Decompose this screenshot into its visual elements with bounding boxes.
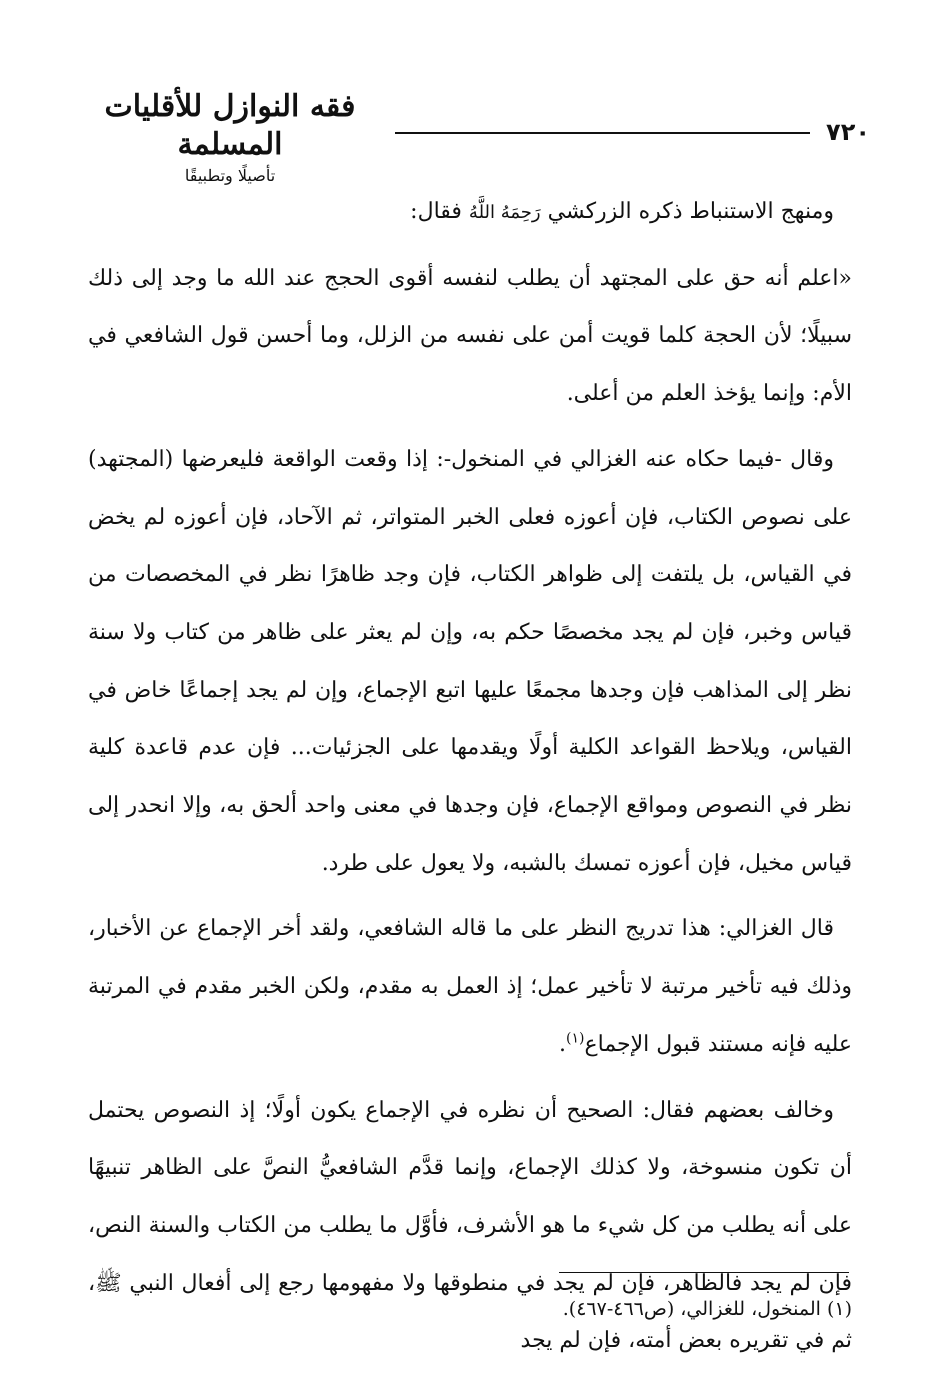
paragraph-2: «اعلم أنه حق على المجتهد أن يطلب لنفسه أقوى الحجج عند الله ما وجد إلى ذلك سبيلًا؛ لأن الحجة كلما قويت أمن على نفسه من الزلل، وما أحسن قول الشافعي في الأم: وإنما يؤخذ العلم من أعلى.: [88, 265, 852, 407]
paragraph-4: [88, 900, 852, 1073]
book-subtitle: تأصيلًا وتطبيقًا: [184, 166, 276, 185]
header-rule: [395, 132, 810, 134]
paragraph-text: .: [559, 1031, 567, 1057]
paragraph-5: وخالف بعضهم فقال: الصحيح أن نظره في الإجماع يكون أولًا؛ إذ النصوص يحتمل أن تكون منسوخة، ولا كذلك الإجماع، وإنما قدَّم الشافعيُّ النصَّ على الظاهر تنبيهًا على أنه يطلب من كل شيء ما هو الأشرف، فأوَّل ما يطلب من الكتاب والسنة النص، فإن لم يجد فالظاهر، فإن لم يجد في منطوقها ولا مفهومها رجع إلى أفعال النبي ﷺ، ثم في تقريره بعض أمته، فإن لم يجد: [88, 1097, 852, 1354]
footnote: (١) المنخول، للغزالي، (ص٤٦٦-٤٦٧).: [562, 1298, 852, 1320]
paragraph-text: فقال:: [410, 199, 469, 224]
body-text: [88, 183, 852, 1378]
book-title: فقه النوازل للأقليات المسلمة: [104, 89, 356, 162]
paragraph-text: ومنهج الاستنباط ذكره الزركشي: [540, 199, 834, 224]
paragraph-text: قال الغزالي: هذا تدريج النظر على ما قاله الشافعي، ولقد أخر الإجماع عن الأخبار، وذلك فيه تأخير مرتبة لا تأخير عمل؛ إذ العمل به مقدم، ولكن الخبر مقدم في المرتبة عليه فإنه مستند قبول الإجماع: [88, 916, 852, 1057]
page-header: [70, 80, 870, 185]
footnote-reference[interactable]: (١): [566, 1030, 585, 1047]
honorific-phrase: رَحِمَهُ اللَّهُ: [468, 202, 541, 223]
page-number: ٧٢٠: [826, 118, 870, 146]
footnote-rule: [559, 1272, 849, 1273]
paragraph-3: وقال -فيما حكاه عنه الغزالي في المنخول-: إذا وقعت الواقعة فليعرضها (المجتهد) على نصوص الكتاب، فإن أعوزه فعلى الخبر المتواتر، ثم الآحاد، فإن أعوزه لم يخض في القياس، بل يلتفت إلى ظواهر الكتاب، فإن وجد ظاهرًا نظر في المخصصات من قياس وخبر، فإن لم يجد مخصصًا حكم به، وإن لم يعثر على ظاهر من كتاب ولا سنة نظر إلى المذاهب فإن وجدها مجمعًا عليها اتبع الإجماع، وإن لم يجد إجماعًا خاض في القياس، ويلاحظ القواعد الكلية أولًا ويقدمها على الجزئيات... فإن عدم قاعدة كلية نظر في النصوص ومواقع الإجماع، فإن وجدها في معنى واحد ألحق به، وإلا انحدر إلى قياس مخيل، فإن أعوزه تمسك بالشبه، ولا يعول على طرد.: [88, 446, 852, 876]
book-title-block: [70, 88, 390, 185]
paragraph-1: [88, 183, 852, 242]
